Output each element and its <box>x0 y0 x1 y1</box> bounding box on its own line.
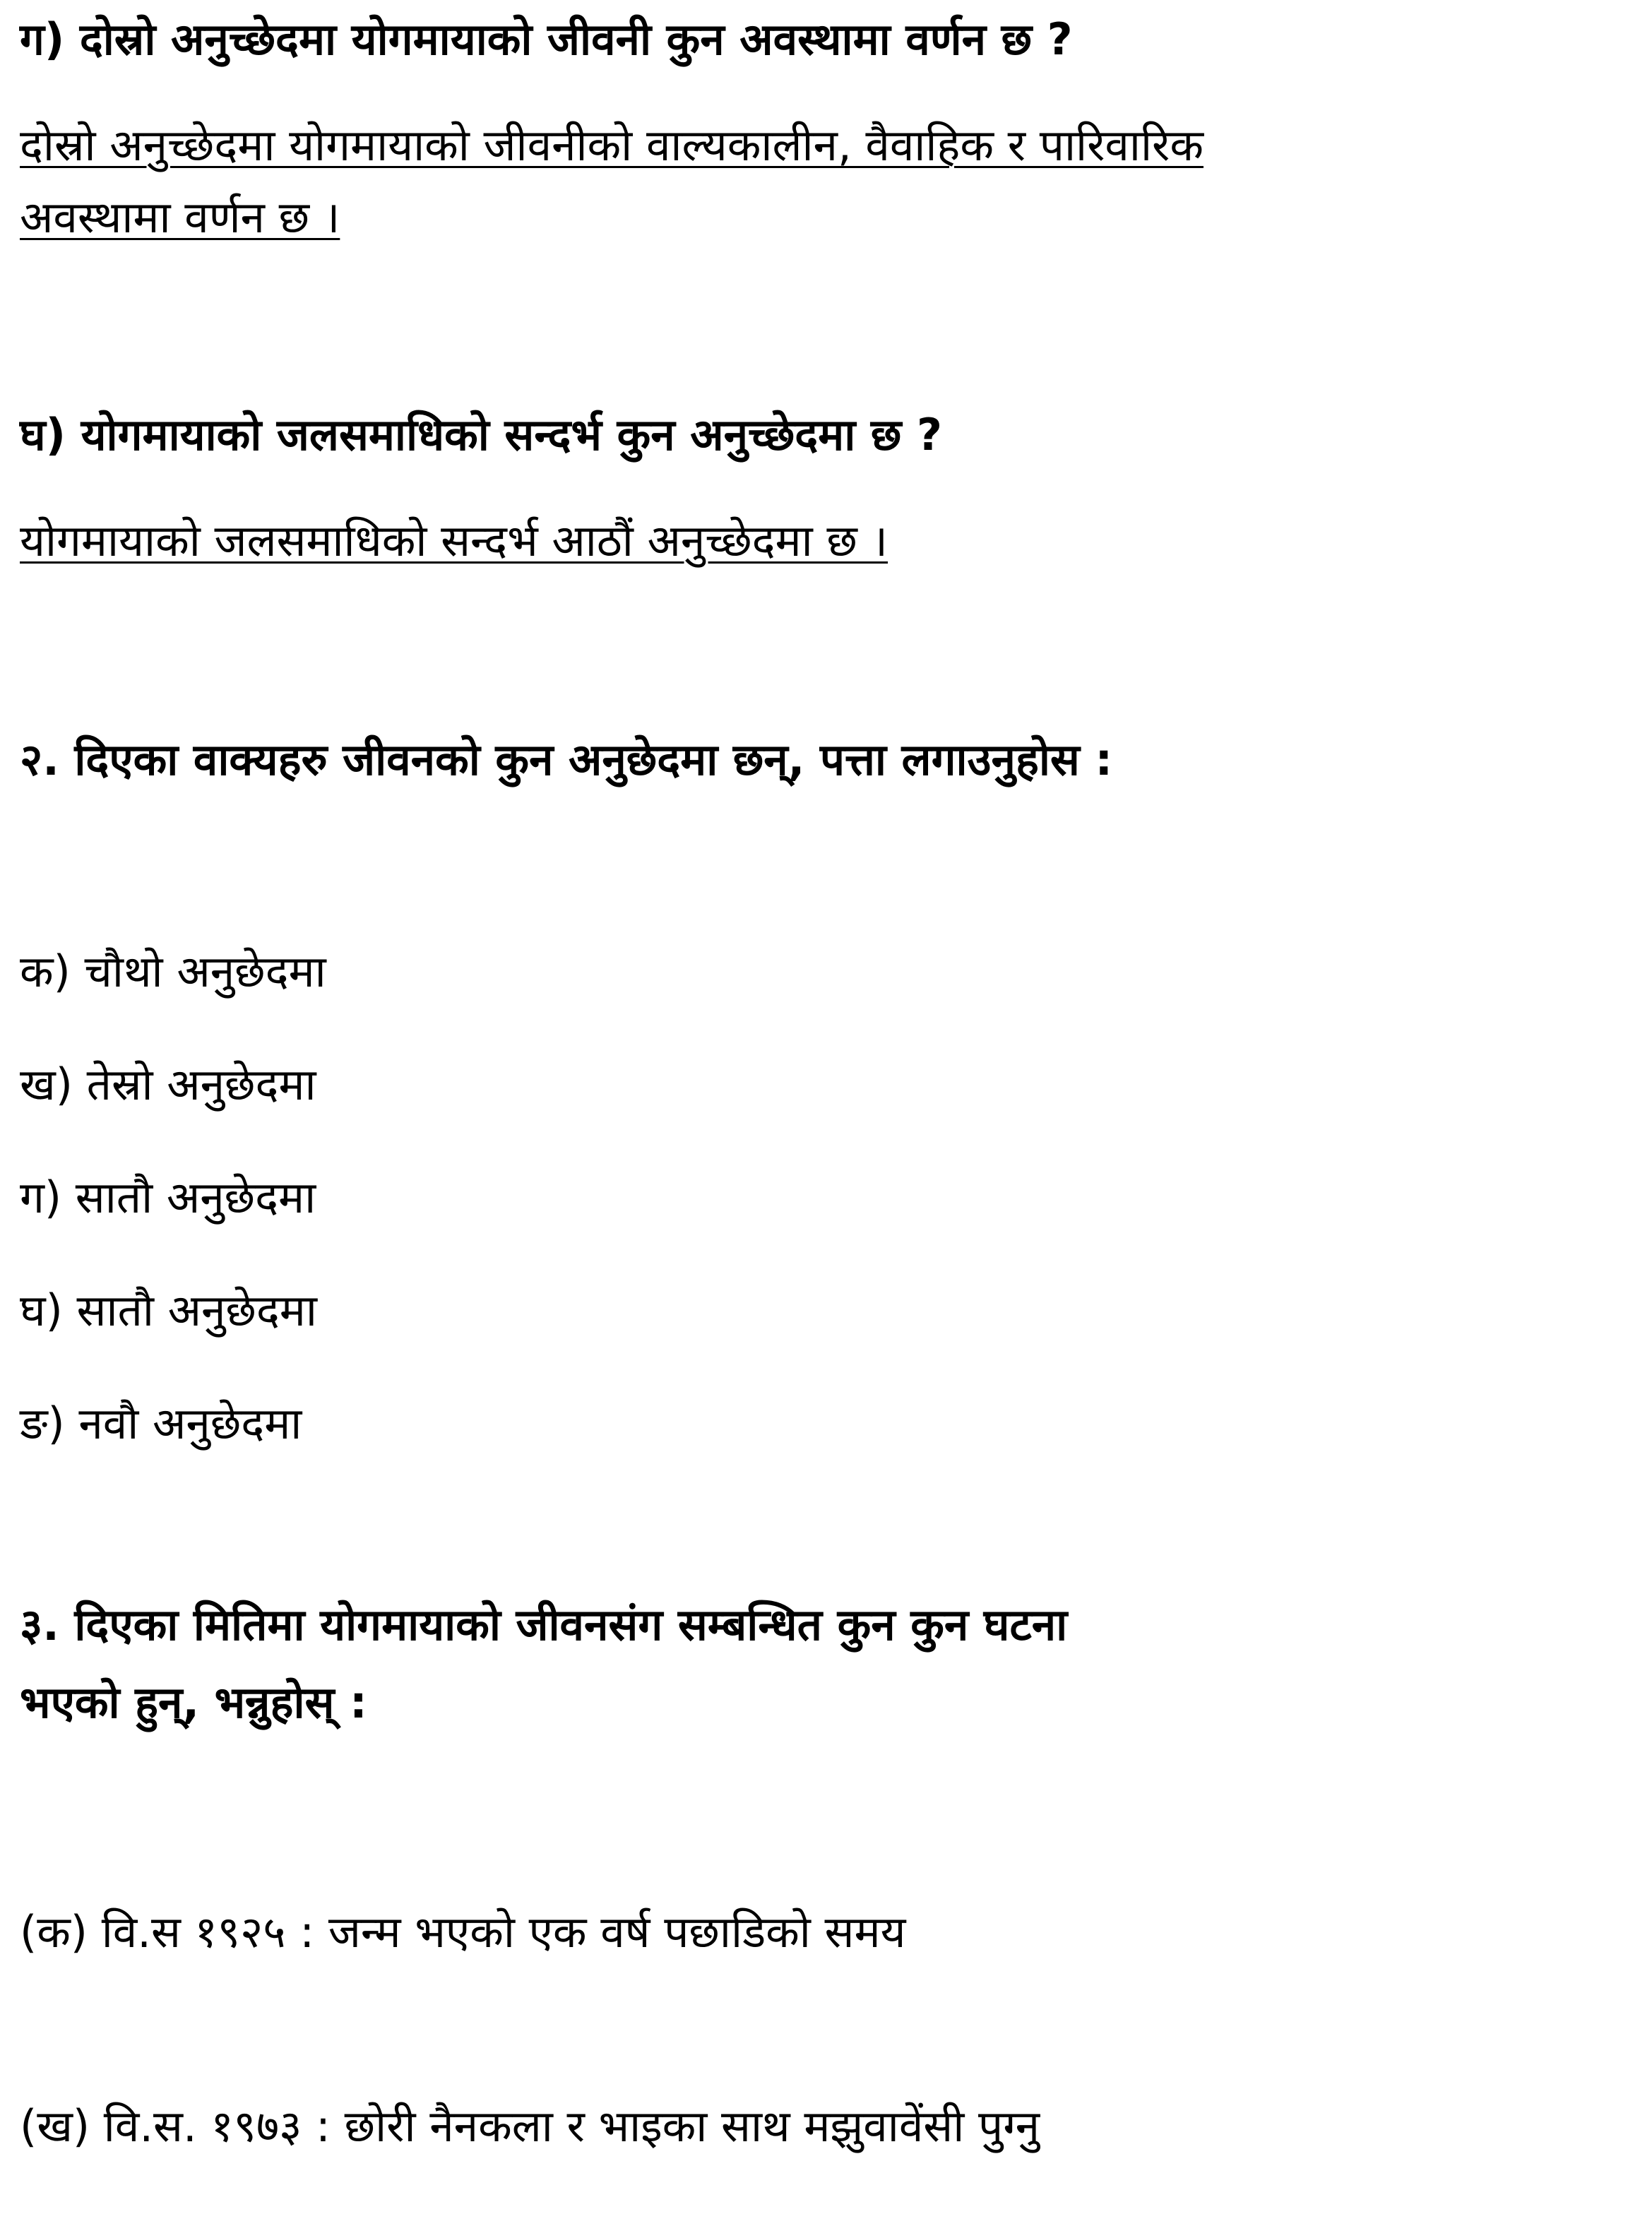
section-3-item-ka: (क) वि.स १९२५ : जन्म भएको एक वर्ष पछाडिको समय <box>20 1906 906 1958</box>
section-3-heading-line-1: ३. दिएका मितिमा योगमायाको जीवनसंग सम्बन्धित कुन कुन घटना <box>20 1599 1068 1650</box>
section-3-heading-line-2: भएको हुन्, भन्नुहोस् : <box>20 1677 367 1728</box>
question-gh-answer: योगमायाको जलसमाधिको सन्दर्भ आठौं अनुच्छेदमा छ । <box>20 515 889 566</box>
section-2-item-ga: ग) सातौ अनुछेदमा <box>20 1172 316 1223</box>
question-g-answer-line-2: अवस्थामा वर्णन छ । <box>20 191 340 243</box>
section-2-item-nga: ङ) नवौ अनुछेदमा <box>20 1398 302 1449</box>
section-3-item-kha: (ख) वि.स. १९७३ : छोरी नैनकला र भाइका साथ मझुवावेंसी पुग्नु <box>20 2100 1040 2152</box>
section-2-heading: २. दिएका वाक्यहरु जीवनको कुन अनुछेदमा छन्, पत्ता लगाउनुहोस : <box>20 734 1113 785</box>
section-2-item-ka: क) चौथो अनुछेदमा <box>20 946 326 997</box>
question-g-heading: ग) दोस्रो अनुच्छेदमा योगमायाको जीवनी कुन अवस्थामा वर्णन छ ? <box>20 13 1073 65</box>
section-2-item-kha: ख) तेस्रो अनुछेदमा <box>20 1059 316 1110</box>
question-g-answer-line-1: दोस्रो अनुच्छेदमा योगमायाको जीवनीको वाल्यकालीन, वैवाहिक र पारिवारिक <box>20 119 1204 171</box>
section-2-item-gha: घ) सातौ अनुछेदमा <box>20 1285 317 1336</box>
question-gh-heading: घ) योगमायाको जलसमाधिको सन्दर्भ कुन अनुच्छेदमा छ ? <box>20 409 942 460</box>
